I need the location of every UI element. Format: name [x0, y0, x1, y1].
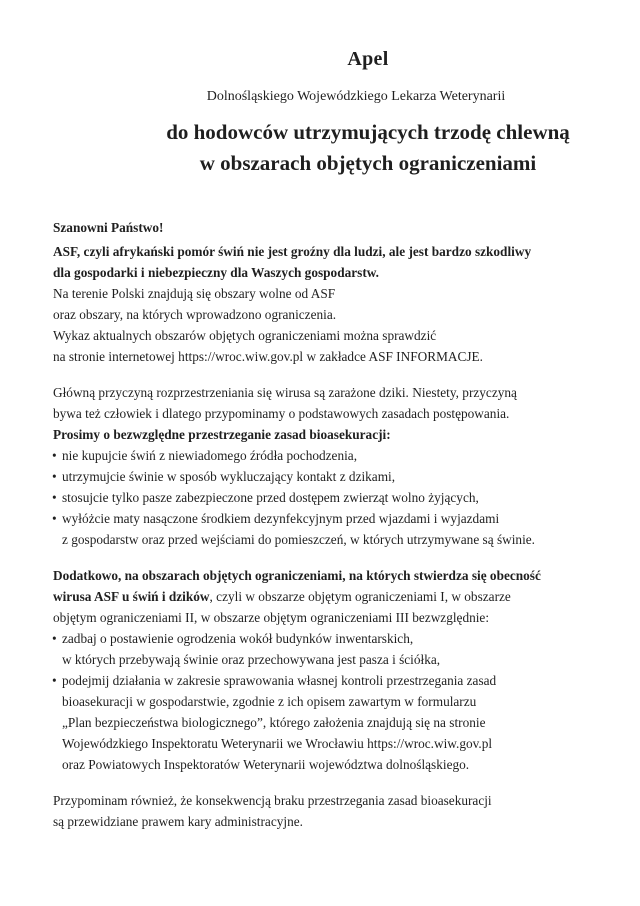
p3-bold-line-1: Dodatkowo, na obszarach objętych ograniczeniami, na których stwierdza się obecność — [53, 568, 541, 583]
p4-line-2: są przewidziane prawem kary administracyjne. — [53, 814, 303, 829]
p2-bold: Prosimy o bezwzględne przestrzeganie zasad bioasekuracji: — [53, 427, 391, 442]
document-body — [53, 217, 613, 832]
p2-line-2: bywa też człowiek i dlatego przypominamy o podstawowych zasadach postępowania. — [53, 406, 510, 421]
bioassurance-list — [53, 445, 613, 529]
salutation: Szanowni Państwo! — [53, 220, 164, 235]
paragraph-penalties — [53, 790, 613, 832]
p1-line-4: na stronie internetowej https://wroc.wiw.gov.pl w zakładce ASF INFORMACJE. — [53, 349, 483, 364]
p1-bold-line-2: dla gospodarki i niebezpieczny dla Waszych gospodarstw. — [53, 265, 379, 280]
p2-line-1: Główną przyczyną rozprzestrzeniania się wirusa są zarażone dziki. Niestety, przyczyną — [53, 385, 517, 400]
list-item-continuation: z gospodarstw oraz przed wejściami do pomieszczeń, w których utrzymywane są świnie. — [62, 532, 535, 547]
restricted-areas-list — [53, 628, 613, 775]
list-item: • wyłóżcie maty nasączone środkiem dezynfekcyjnym przed wjazdami i wyjazdami — [53, 508, 613, 529]
document-title: Apel — [347, 48, 389, 70]
p4-line-1: Przypominam również, że konsekwencją braku przestrzegania zasad bioasekuracji — [53, 793, 492, 808]
p3-line-3: objętym ograniczeniami II, w obszarze objętym ograniczeniami III bezwzględnie: — [53, 610, 490, 625]
p3-line-2: wirusa ASF u świń i dzików, czyli w obszarze objętym ograniczeniami I, w obszarze — [53, 589, 511, 604]
p1-line-1: Na terenie Polski znajdują się obszary wolne od ASF — [53, 286, 336, 301]
document-subtitle: Dolnośląskiego Wojewódzkiego Lekarza Weterynarii — [206, 89, 506, 104]
heading-line-2: w obszarach objętych ograniczeniami — [199, 151, 537, 175]
list-item: • podejmij działania w zakresie sprawowania własnej kontroli przestrzegania zasad bioasekuracji w gospodarstwie, zgodnie z ich opisem zawartym w formularzu „Plan bezpieczeństwa biologicznego”, którego założenia znajdują się na stronie Wojewódzkiego Inspektoratu Weterynarii we Wrocławiu https://wroc.wiw.gov.pl oraz Powiatowych Inspektoratów Weterynarii województwa dolnośląskiego. — [53, 670, 613, 775]
list-item: • stosujcie tylko pasze zabezpieczone przed dostępem zwierząt wolno żyjących, — [53, 487, 613, 508]
p1-bold-line-1: ASF, czyli afrykański pomór świń nie jest groźny dla ludzi, ale jest bardzo szkodliwy — [53, 244, 532, 259]
list-item: • zadbaj o postawienie ogrodzenia wokół budynków inwentarskich, w których przebywają świnie oraz przechowywana jest pasza i ściółka, — [53, 628, 613, 670]
list-item: • nie kupujcie świń z niewiadomego źródła pochodzenia, — [53, 445, 613, 466]
document-heading — [0, 117, 640, 179]
p1-line-3: Wykaz aktualnych obszarów objętych ograniczeniami można sprawdzić — [53, 328, 437, 343]
paragraph-causes — [53, 382, 613, 550]
list-item: • utrzymujcie świnie w sposób wykluczający kontakt z dzikami, — [53, 466, 613, 487]
paragraph-asf-intro — [53, 241, 613, 367]
p1-line-2: oraz obszary, na których wprowadzono ograniczenia. — [53, 307, 337, 322]
heading-line-1: do hodowców utrzymujących trzodę chlewną — [166, 120, 570, 144]
paragraph-restricted-areas — [53, 565, 613, 775]
